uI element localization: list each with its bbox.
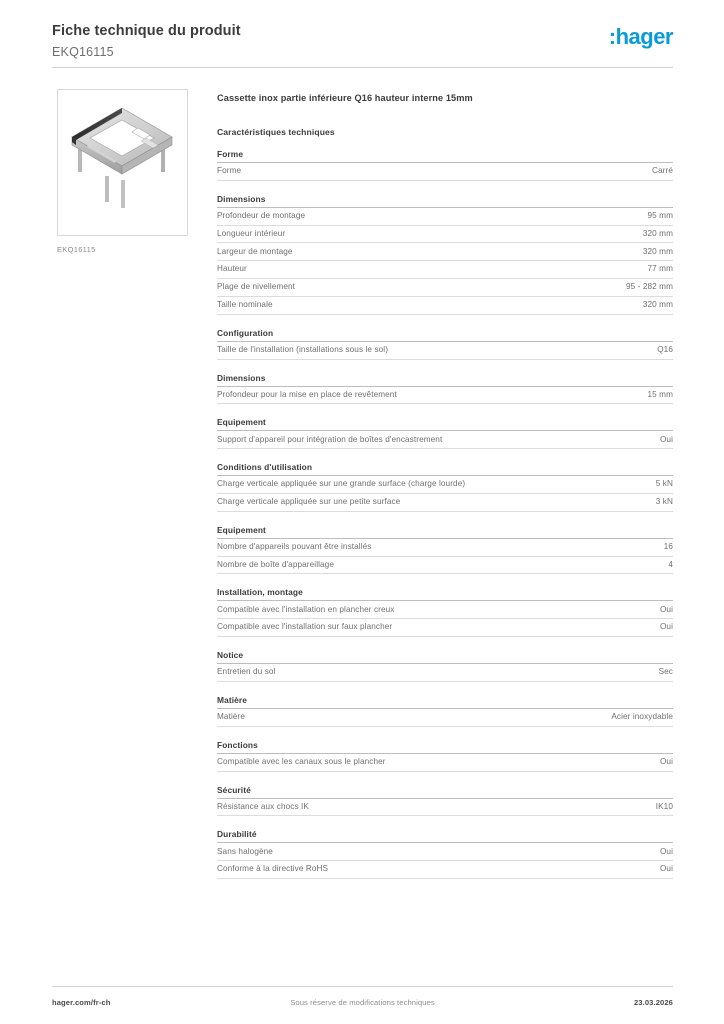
spec-value: 320 mm bbox=[642, 300, 673, 310]
spec-label: Taille de l'installation (installations sous le sol) bbox=[217, 344, 389, 354]
footer-disclaimer: Sous réserve de modifications techniques bbox=[290, 998, 435, 1007]
spec-label: Forme bbox=[217, 166, 242, 176]
spec-row bbox=[217, 261, 673, 279]
spec-group-title: Equipement bbox=[217, 525, 673, 539]
spec-group-title: Dimensions bbox=[217, 194, 673, 208]
product-code-subtitle: EKQ16115 bbox=[52, 44, 114, 59]
spec-group-title: Matière bbox=[217, 695, 673, 709]
spec-value: 15 mm bbox=[647, 389, 673, 399]
spec-group bbox=[217, 740, 673, 772]
spec-value: IK10 bbox=[655, 801, 673, 811]
spec-value: Q16 bbox=[657, 344, 673, 354]
spec-value: 16 bbox=[663, 542, 673, 551]
spec-row bbox=[217, 342, 673, 360]
spec-value: 5 kN bbox=[655, 479, 673, 489]
spec-row bbox=[217, 709, 673, 727]
spec-label: Entretien du sol bbox=[217, 667, 276, 677]
spec-label: Résistance aux chocs IK bbox=[217, 801, 309, 811]
footer-date: 23.03.2026 bbox=[633, 998, 673, 1007]
spec-row bbox=[217, 861, 673, 879]
product-render-icon bbox=[58, 90, 187, 235]
spec-row bbox=[217, 799, 673, 817]
spec-group-title: Notice bbox=[217, 650, 673, 664]
page-footer bbox=[52, 998, 673, 1007]
spec-value: Oui bbox=[659, 434, 673, 444]
page-title: Fiche technique du produit bbox=[52, 23, 241, 39]
spec-row bbox=[217, 243, 673, 261]
spec-row bbox=[217, 557, 673, 575]
spec-group bbox=[217, 373, 673, 405]
spec-row bbox=[217, 387, 673, 405]
spec-group-title: Dimensions bbox=[217, 373, 673, 387]
spec-value: Sec bbox=[658, 667, 673, 677]
spec-label: Taille nominale bbox=[217, 300, 273, 310]
product-figure bbox=[57, 89, 188, 254]
spec-value: 95 - 282 mm bbox=[625, 282, 673, 292]
spec-row bbox=[217, 754, 673, 772]
spec-group bbox=[217, 462, 673, 512]
spec-group-title: Equipement bbox=[217, 417, 673, 431]
spec-row bbox=[217, 431, 673, 449]
spec-value: 77 mm bbox=[647, 264, 673, 274]
spec-value: 95 mm bbox=[647, 210, 673, 220]
spec-group-title: Fonctions bbox=[217, 740, 673, 754]
spec-value: 4 bbox=[668, 559, 673, 569]
spec-value: 320 mm bbox=[642, 228, 673, 238]
spec-label: Compatible avec l'installation sur faux plancher bbox=[217, 622, 393, 632]
spec-group bbox=[217, 417, 673, 449]
spec-label: Hauteur bbox=[217, 264, 247, 274]
spec-value: Acier inoxydable bbox=[611, 712, 673, 722]
spec-label: Compatible avec les canaux sous le plancher bbox=[217, 756, 386, 766]
spec-label: Charge verticale appliquée sur une petite surface bbox=[217, 497, 401, 507]
page-header bbox=[52, 20, 673, 68]
product-name: Cassette inox partie inférieure Q16 hauteur interne 15mm bbox=[217, 93, 473, 103]
spec-group bbox=[217, 328, 673, 360]
spec-group-title: Configuration bbox=[217, 328, 673, 342]
spec-group bbox=[217, 650, 673, 682]
spec-row bbox=[217, 843, 673, 861]
spec-group bbox=[217, 829, 673, 879]
spec-group bbox=[217, 785, 673, 817]
spec-group-title: Durabilité bbox=[217, 829, 673, 843]
spec-value: Oui bbox=[659, 622, 673, 632]
spec-label: Charge verticale appliquée sur une grande surface (charge lourde) bbox=[217, 479, 466, 489]
spec-value: Oui bbox=[659, 756, 673, 766]
spec-label: Largeur de montage bbox=[217, 246, 293, 256]
spec-label: Profondeur pour la mise en place de revêtement bbox=[217, 389, 397, 399]
spec-label: Sans halogène bbox=[217, 846, 273, 856]
spec-row bbox=[217, 208, 673, 226]
spec-group-title: Sécurité bbox=[217, 785, 673, 799]
spec-label: Matière bbox=[217, 712, 246, 722]
spec-label: Plage de nivellement bbox=[217, 282, 296, 292]
spec-value: 3 kN bbox=[655, 497, 673, 507]
spec-value: Carré bbox=[652, 166, 673, 176]
figure-caption: EKQ16115 bbox=[57, 245, 96, 254]
spec-label: Nombre d'appareils pouvant être installés bbox=[217, 542, 372, 551]
spec-value: 320 mm bbox=[642, 246, 673, 256]
footer-website[interactable]: hager.com/fr-ch bbox=[52, 998, 111, 1007]
spec-row bbox=[217, 539, 673, 557]
spec-label: Conforme à la directive RoHS bbox=[217, 864, 329, 874]
hager-logo: :hager bbox=[608, 24, 673, 49]
spec-group bbox=[217, 525, 673, 575]
spec-row bbox=[217, 297, 673, 315]
header-divider bbox=[52, 67, 673, 68]
spec-group-title: Conditions d'utilisation bbox=[217, 462, 673, 476]
spec-label: Support d'appareil pour intégration de boîtes d'encastrement bbox=[217, 434, 443, 444]
spec-group bbox=[217, 587, 673, 637]
spec-group bbox=[217, 695, 673, 727]
spec-row bbox=[217, 163, 673, 181]
spec-value: Oui bbox=[659, 846, 673, 856]
spec-row bbox=[217, 601, 673, 619]
spec-row bbox=[217, 279, 673, 297]
spec-label: Profondeur de montage bbox=[217, 210, 306, 220]
spec-value: Oui bbox=[659, 604, 673, 614]
spec-group bbox=[217, 149, 673, 181]
spec-row bbox=[217, 476, 673, 494]
spec-groups-container bbox=[217, 149, 673, 879]
spec-row bbox=[217, 494, 673, 512]
spec-row bbox=[217, 664, 673, 682]
specifications-column bbox=[217, 92, 673, 879]
product-image-frame bbox=[57, 89, 188, 236]
footer-divider bbox=[52, 986, 673, 987]
specifications-heading: Caractéristiques techniques bbox=[217, 126, 335, 137]
spec-value: Oui bbox=[659, 864, 673, 874]
spec-label: Nombre de boîte d'appareillage bbox=[217, 559, 334, 569]
header-titles bbox=[52, 20, 241, 61]
spec-group-title: Installation, montage bbox=[217, 587, 673, 601]
spec-row bbox=[217, 226, 673, 244]
spec-group bbox=[217, 194, 673, 315]
spec-group-title: Forme bbox=[217, 149, 673, 163]
spec-label: Compatible avec l'installation en plancher creux bbox=[217, 604, 395, 614]
spec-row bbox=[217, 619, 673, 637]
spec-label: Longueur intérieur bbox=[217, 228, 286, 238]
